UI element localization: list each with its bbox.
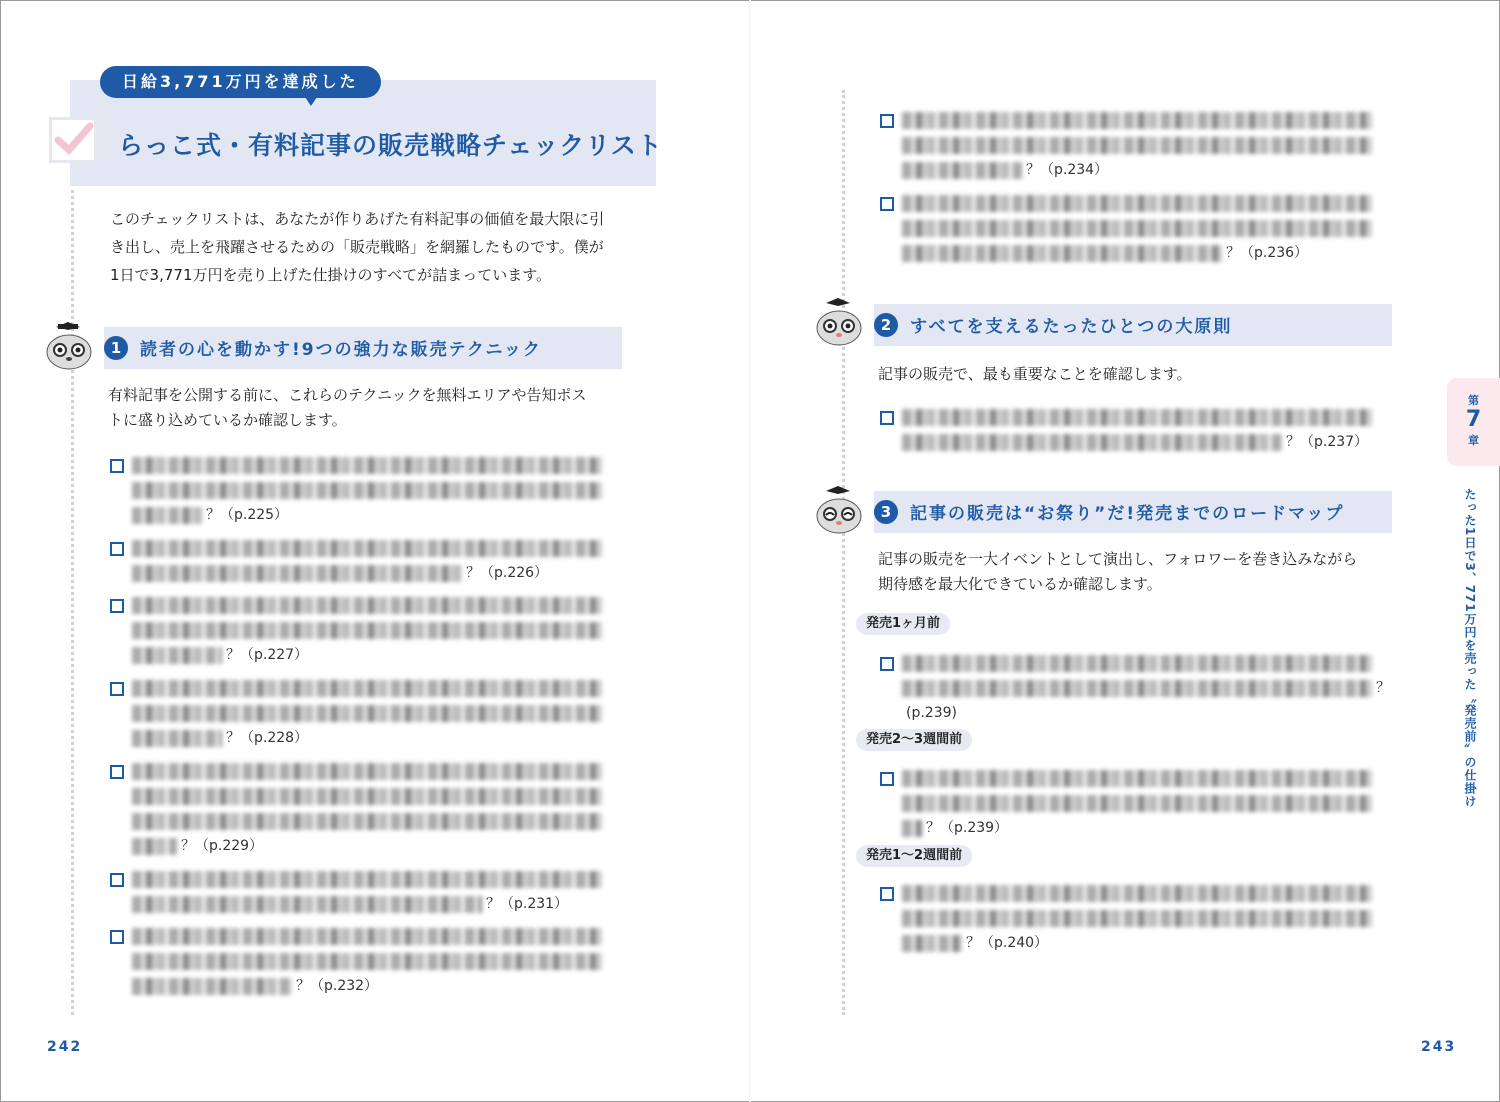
blurred-text: [902, 655, 1372, 672]
checkbox[interactable]: [110, 682, 124, 696]
checkbox[interactable]: [110, 873, 124, 887]
blurred-text: [132, 928, 602, 945]
running-title: たった1日で3、771万円を売った〝発売前〟の仕掛け: [1463, 488, 1477, 808]
checkbox[interactable]: [110, 765, 124, 779]
blurred-text: [132, 705, 602, 722]
blurred-text: [902, 409, 1372, 426]
blurred-text: [902, 434, 1282, 451]
blurred-text: [132, 871, 602, 888]
section-number: 2: [874, 313, 898, 337]
otter-mascot-icon: [814, 486, 864, 536]
checkbox[interactable]: [880, 411, 894, 425]
section-1-header: [104, 327, 622, 369]
blurred-text: [132, 813, 602, 830]
blurred-text: [902, 935, 962, 952]
section-title: すべてを支えるたったひとつの大原則: [910, 317, 1233, 337]
checkbox[interactable]: [880, 197, 894, 211]
blurred-text: [132, 953, 602, 970]
page-number-left: 242: [47, 1039, 83, 1055]
desc-line: 期待感を最大化できているか確認します。: [878, 575, 1162, 593]
page-reference: ？（p.228）: [226, 730, 309, 746]
blurred-text: [132, 896, 482, 913]
blurred-text: [132, 763, 602, 780]
phase-tag: 発売1ヶ月前: [856, 613, 950, 635]
page-reference: ？（p.234）: [1026, 162, 1109, 178]
page-reference: ？（p.229）: [181, 838, 264, 854]
item-lines: [902, 766, 1470, 841]
blurred-text: [132, 507, 202, 524]
section-3-header: [874, 491, 1392, 533]
checkbox[interactable]: [110, 930, 124, 944]
item-lines: [132, 759, 700, 859]
item-lines: [902, 881, 1470, 956]
blurred-text: [902, 162, 1022, 179]
dotted-rule-left: [71, 190, 74, 1015]
intro-text: [110, 205, 604, 289]
checkbox[interactable]: [110, 599, 124, 613]
blurred-text: [902, 820, 922, 837]
item-lines: [132, 924, 700, 999]
blurred-text: [132, 838, 177, 855]
item-lines: [902, 651, 1470, 726]
page-reference: ？（p.226）: [466, 565, 549, 581]
section-title: 読者の心を動かす!9つの強力な販売テクニック: [140, 340, 542, 360]
item-lines: [902, 405, 1470, 455]
blurred-text: [902, 112, 1372, 129]
blurred-text: [132, 680, 602, 697]
checkbox[interactable]: [880, 772, 894, 786]
section-number: 3: [874, 500, 898, 524]
page-reference: (p.239): [906, 705, 957, 721]
item-lines: [902, 108, 1470, 183]
section-1-desc: [108, 383, 587, 433]
item-lines: [132, 536, 700, 586]
section-2-desc: 記事の販売で、最も重要なことを確認します。: [878, 365, 1192, 383]
section-number: 1: [104, 336, 128, 360]
desc-line: トに盛り込めているか確認します。: [108, 411, 347, 429]
blurred-text: [132, 457, 602, 474]
blurred-text: [132, 540, 602, 557]
desc-line: 記事の販売を一大イベントとして演出し、フォロワーを巻き込みながら: [878, 550, 1358, 568]
page-title: らっこ式・有料記事の販売戦略チェックリスト: [118, 131, 663, 160]
intro-line: 1日で3,771万円を売り上げた仕掛けのすべてが詰まっています。: [110, 266, 551, 284]
title-badge: 日給3,771万円を達成した: [100, 66, 381, 98]
page-reference: ？（p.232）: [296, 978, 379, 994]
phase-tag: 発売1〜2週間前: [856, 845, 972, 867]
chapter-label: 章: [1468, 434, 1479, 447]
page-number-right: 243: [1421, 1039, 1457, 1055]
section-title: 記事の販売は“お祭り”だ!発売までのロードマップ: [910, 504, 1345, 524]
checkbox[interactable]: [110, 542, 124, 556]
section-2-header: [874, 304, 1392, 346]
page-reference: ？（p.240）: [966, 935, 1049, 951]
blurred-text: [132, 788, 602, 805]
phase-tag: 発売2〜3週間前: [856, 729, 972, 751]
blurred-text: [902, 795, 1372, 812]
page-reference: ？（p.225）: [206, 507, 289, 523]
item-lines: [132, 593, 700, 668]
blurred-text: [902, 137, 1372, 154]
otter-mascot-icon: [44, 322, 94, 372]
item-lines: [132, 453, 700, 528]
page-reference: ？（p.236）: [1226, 245, 1309, 261]
checkbox[interactable]: [880, 887, 894, 901]
blurred-text: [132, 565, 462, 582]
gutter: [749, 0, 751, 1102]
page-reference: ？（p.237）: [1286, 434, 1369, 450]
blurred-text: [902, 770, 1372, 787]
blurred-text: [902, 245, 1222, 262]
blurred-text: [902, 910, 1372, 927]
blurred-text: [902, 220, 1372, 237]
blurred-text: [132, 482, 602, 499]
blurred-text: [902, 680, 1372, 697]
section-3-desc: [878, 547, 1357, 597]
blurred-text: [132, 730, 222, 747]
blurred-text: [132, 647, 222, 664]
intro-line: このチェックリストは、あなたが作りあげた有料記事の価値を最大限に引: [110, 210, 605, 228]
chapter-number: 7: [1465, 407, 1482, 432]
item-lines: [132, 676, 700, 751]
dotted-rule-right: [842, 90, 845, 1015]
desc-line: 有料記事を公開する前に、これらのテクニックを無料エリアや告知ポス: [108, 386, 587, 404]
checkbox[interactable]: [880, 657, 894, 671]
chapter-label: 第: [1468, 394, 1479, 407]
blurred-text: [132, 622, 602, 639]
item-lines: [132, 867, 700, 917]
blurred-text: [132, 597, 602, 614]
page-reference: ？（p.239）: [926, 820, 1009, 836]
page-reference: ？: [1376, 680, 1390, 696]
page-reference: ？（p.227）: [226, 647, 309, 663]
blurred-text: [132, 978, 292, 995]
otter-mascot-icon: [814, 298, 864, 348]
blurred-text: [902, 885, 1372, 902]
checkbox[interactable]: [110, 459, 124, 473]
check-icon: [49, 117, 97, 163]
blurred-text: [902, 195, 1372, 212]
intro-line: き出し、売上を飛躍させるための「販売戦略」を網羅したものです。僕が: [110, 238, 604, 256]
page-reference: ？（p.231）: [486, 896, 569, 912]
item-lines: [902, 191, 1470, 266]
checkbox[interactable]: [880, 114, 894, 128]
